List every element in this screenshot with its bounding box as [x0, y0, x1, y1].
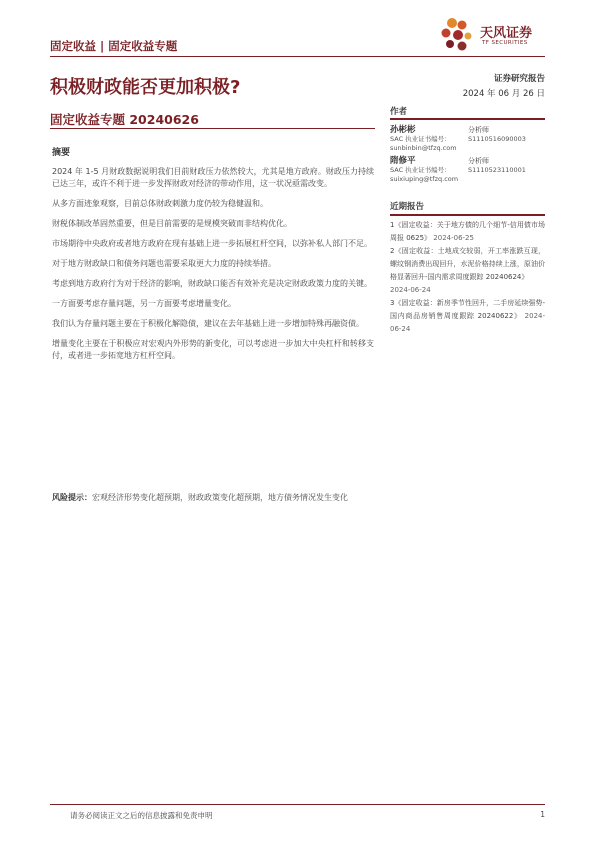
- author-name: 孙彬彬: [390, 125, 416, 135]
- recent-reports-divider: [390, 214, 545, 216]
- risk-label: 风险提示：: [52, 493, 92, 502]
- page-title: 积极财政能否更加积极?: [50, 77, 241, 98]
- abstract-body: [52, 166, 374, 370]
- recent-report-date: 2024-06-24: [390, 286, 431, 294]
- subtitle-divider: [50, 128, 375, 129]
- report-date: 2024 年 06 月 26 日: [462, 89, 545, 99]
- abstract-paragraph: 对于地方财政缺口和债务问题也需要采取更大力度的持续举措。: [52, 259, 276, 268]
- logo-mark-icon: [438, 14, 478, 56]
- disclaimer-note: 请务必阅读正文之后的信息披露和免责申明: [70, 811, 213, 820]
- risk-warning: [52, 492, 374, 504]
- report-subtitle: 固定收益专题 20240626: [50, 112, 199, 127]
- abstract-paragraph: 考虑到地方政府行为对于经济的影响，财政缺口能否有效补充是决定财政政策力度的关键。: [52, 279, 372, 288]
- abstract-paragraph: 增量变化主要在于积极应对宏观内外形势的新变化，可以考虑进一步加大中央杠杆和转移支付，或者进一步拓宽地方杠杆空间。: [52, 339, 374, 360]
- abstract-paragraph: 财税体制改革固然重要，但是目前需要的是规模突破而非结构优化。: [52, 219, 292, 228]
- author-email[interactable]: suixiuping@tfzq.com: [390, 175, 459, 183]
- page-number: 1: [540, 810, 545, 819]
- author-role: 分析师: [468, 126, 489, 134]
- recent-reports-list: [390, 219, 545, 336]
- logo-text: 天风证券: [480, 26, 533, 41]
- author-email[interactable]: sunbinbin@tfzq.com: [390, 144, 457, 152]
- recent-report-date: 2024-06-24: [390, 312, 545, 333]
- abstract-paragraph: 2024 年 1-5 月财政数据说明我们目前财政压力依然较大，尤其是地方政府。财政压力持续已达三年，或许不利于进一步发挥财政对经济的带动作用，这一状况亟需改变。: [52, 167, 374, 188]
- report-type: 证券研究报告: [493, 74, 545, 84]
- recent-report-item[interactable]: [390, 297, 545, 336]
- author-sac: [390, 166, 545, 175]
- sac-label: SAC 执业证书编号：: [390, 135, 451, 143]
- authors-heading: 作者: [390, 107, 408, 117]
- author-card: [390, 123, 545, 153]
- recent-reports-heading: 近期报告: [390, 202, 425, 212]
- sac-code: S1110516090003: [468, 135, 526, 143]
- author-card: [390, 154, 545, 184]
- risk-text: 宏观经济形势变化超预期，财政政策变化超预期，地方债务情况发生变化: [92, 493, 348, 502]
- header-divider: [50, 56, 545, 57]
- logo-subtext: TF SECURITIES: [482, 40, 528, 46]
- sac-code: S1110523110001: [468, 166, 526, 174]
- abstract-paragraph: 从多方面迹象观察，目前总体财政刺激力度仍较为稳健温和。: [52, 199, 268, 208]
- recent-report-title[interactable]: 3《固定收益：新房季节性回升，二手房延续强势-国内商品房销售周度跟踪 20240622》: [390, 299, 545, 320]
- recent-report-date: 2024-06-25: [433, 234, 474, 242]
- footer-divider: [50, 804, 545, 805]
- sac-label: SAC 执业证书编号：: [390, 166, 451, 174]
- recent-report-title[interactable]: 1《固定收益：关于地方债的几个细节-信用债市场周报 0625》: [390, 221, 545, 242]
- author-role: 分析师: [468, 157, 489, 165]
- recent-report-item[interactable]: [390, 219, 545, 245]
- author-sac: [390, 135, 545, 144]
- authors-divider: [390, 118, 545, 120]
- abstract-paragraph: 市场期待中央政府或者地方政府在现有基础上进一步拓展杠杆空间，以弥补私人部门不足。: [52, 239, 372, 248]
- abstract-paragraph: 一方面要考虑存量问题，另一方面要考虑增量变化。: [52, 299, 236, 308]
- abstract-heading: 摘要: [52, 148, 71, 158]
- recent-report-title[interactable]: 2《固定收益：土地成交较弱，开工率涨跌互现，螺纹钢消费出现回升，水泥价格持续上涨，原油价格显著回升-国内需求周度跟踪 20240624》: [390, 247, 545, 281]
- recent-report-item[interactable]: [390, 245, 545, 297]
- breadcrumb: 固定收益 | 固定收益专题: [50, 39, 178, 53]
- author-name: 隋修平: [390, 156, 416, 166]
- abstract-paragraph: 我们认为存量问题主要在于积极化解隐债，建议在去年基础上进一步增加特殊再融资债。: [52, 319, 364, 328]
